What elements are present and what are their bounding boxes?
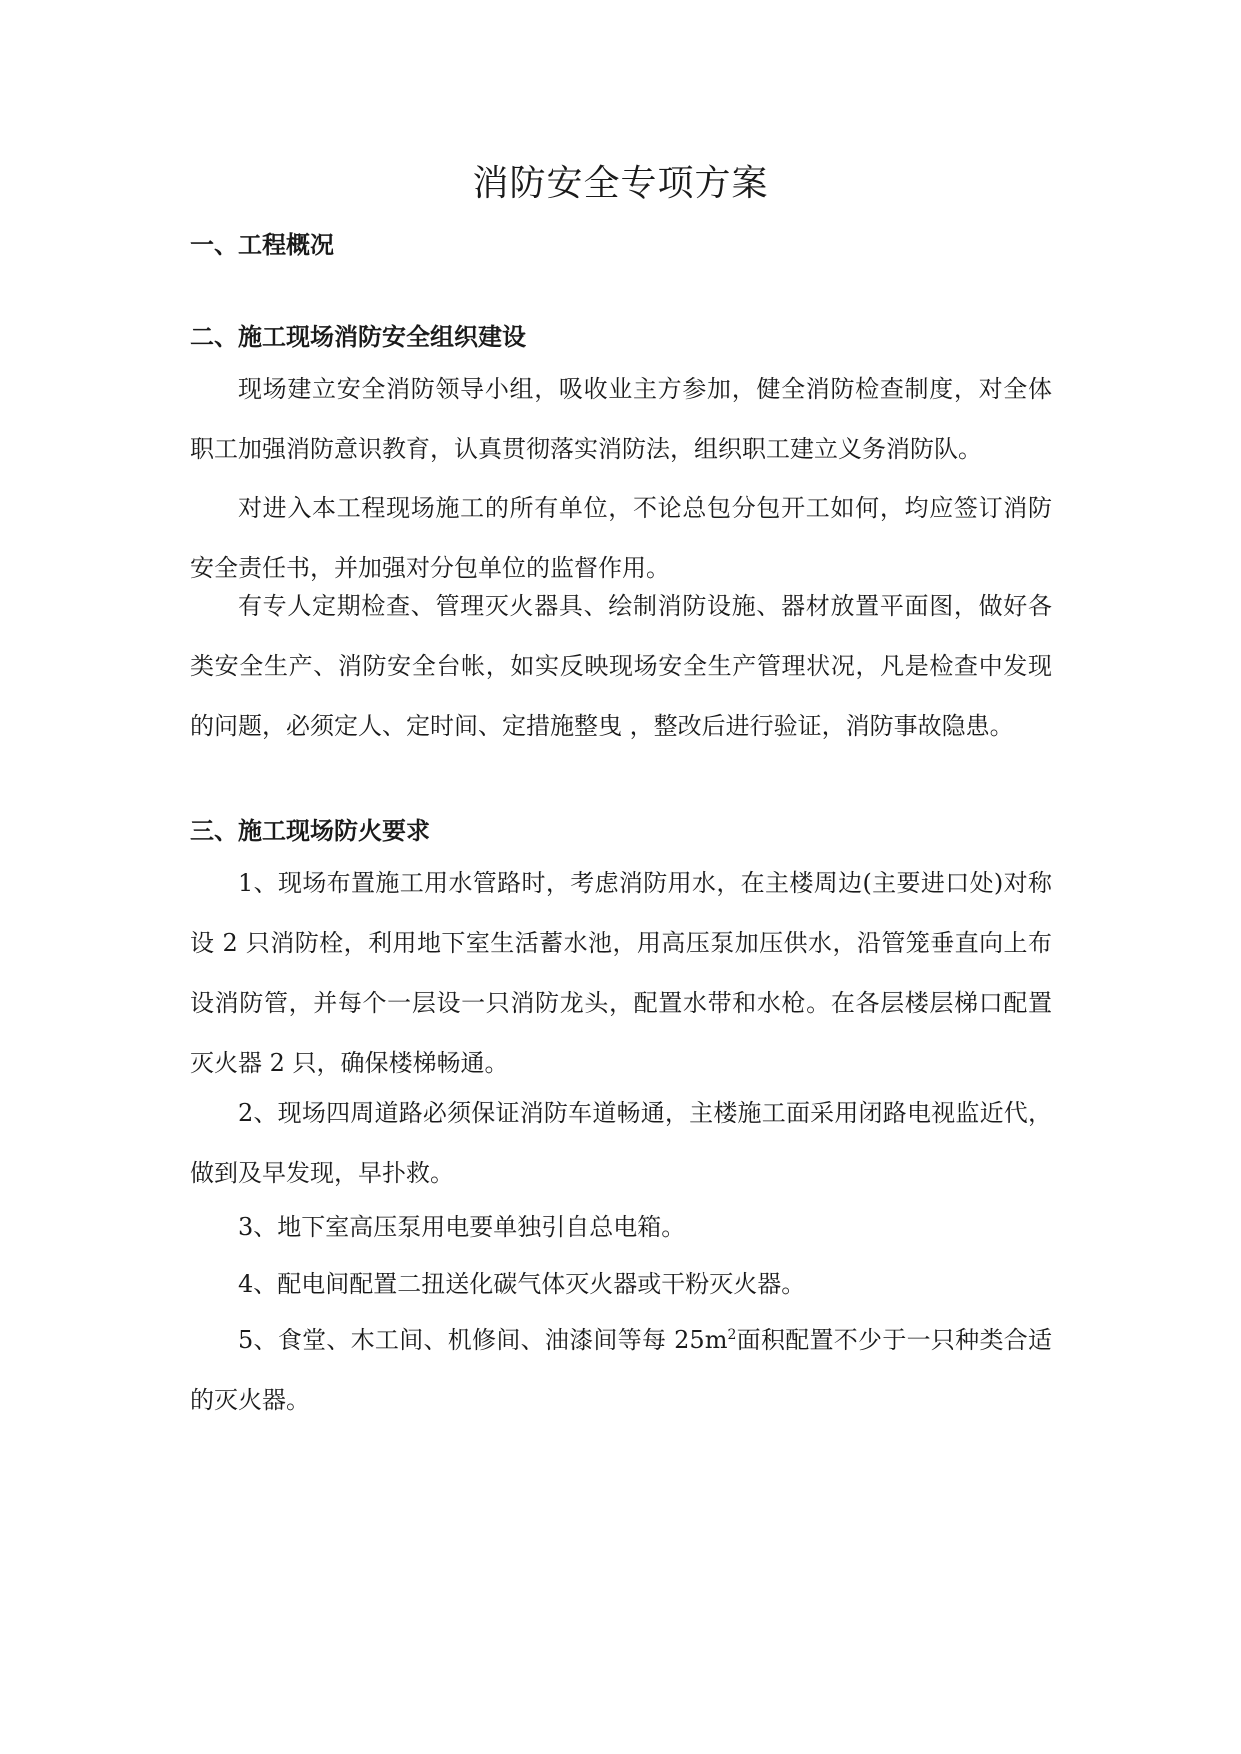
- item-5-text-after: 面积配置不少于一只种类合适的灭火器。: [190, 1326, 1052, 1414]
- section-heading-organization: 二、施工现场消防安全组织建设: [190, 322, 526, 351]
- square-meter-superscript: 2: [727, 1327, 737, 1343]
- paragraph-responsibility: 对进入本工程现场施工的所有单位，不论总包分包开工如何，均应签订消防安全责任书，并加强对分包单位的监督作用。: [190, 494, 1052, 582]
- paragraph-item-5: [190, 1310, 1052, 1430]
- section-heading-fire-requirements: 三、施工现场防火要求: [190, 816, 430, 845]
- paragraph-item-4: 4、配电间配置二扭送化碳气体灭火器或干粉灭火器。: [238, 1270, 806, 1298]
- item-5-text-before: 5、食堂、木工间、机修间、油漆间等每 25m: [238, 1326, 728, 1354]
- document-title: 消防安全专项方案: [472, 163, 769, 204]
- paragraph-safety-team: 现场建立安全消防领导小组，吸收业主方参加，健全消防检查制度，对全体职工加强消防意识教育，认真贯彻落实消防法，组织职工建立义务消防队。: [190, 375, 1052, 463]
- paragraph-item-1: 1、现场布置施工用水管路时，考虑消防用水，在主楼周边(主要进口处)对称设 2 只消防栓，利用地下室生活蓄水池，用高压泵加压供水，沿管笼垂直向上布设消防管，并每个一层设一只消防龙头，配置水带和水枪。在各层楼层梯口配置灭火器 2 只，确保楼梯畅通。: [190, 869, 1052, 1077]
- paragraph-item-2: 2、现场四周道路必须保证消防车道畅通，主楼施工面采用闭路电视监近代，做到及早发现，早扑救。: [190, 1099, 1052, 1187]
- section-heading-overview: 一、工程概况: [190, 230, 334, 259]
- paragraph-item-3: 3、地下室高压泵用电要单独引自总电箱。: [238, 1213, 686, 1241]
- paragraph-inspection: 有专人定期检查、管理灭火器具、绘制消防设施、器材放置平面图，做好各类安全生产、消防安全台帐，如实反映现场安全生产管理状况，凡是检查中发现的问题，必须定人、定时间、定措施整曳 ，整改后进行验证，消防事故隐患。: [190, 592, 1052, 740]
